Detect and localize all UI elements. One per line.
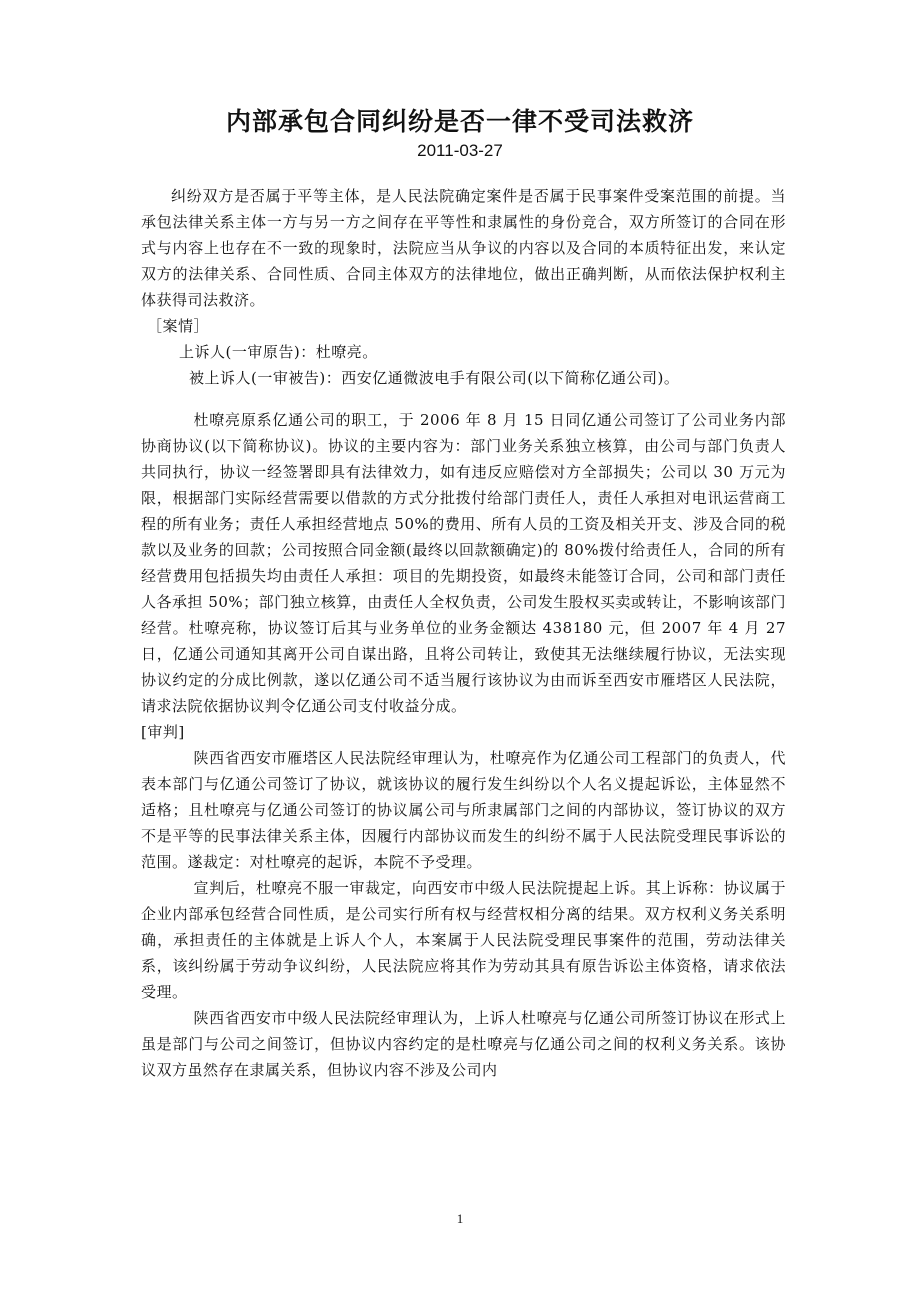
first-instance-paragraph: 陕西省西安市雁塔区人民法院经审理认为，杜嘹亮作为亿通公司工程部门的负责人，代表本部门与亿通公司签订了协议，就该协议的履行发生纠纷以个人名义提起诉讼，主体显然不适格；且杜嘹亮与亿通公司签订的协议属公司与所隶属部门之间的内部协议，签订协议的双方不是平等的民事法律关系主体，因履行内部协议而发生的纠纷不属于人民法院受理民事诉讼的范围。遂裁定：对杜嘹亮的起诉，本院不予受理。 (141, 749, 786, 871)
intro-paragraph: 纠纷双方是否属于平等主体，是人民法院确定案件是否属于民事案件受案范围的前提。当承包法律关系主体一方与另一方之间存在平等性和隶属性的身份竞合，双方所签订的合同在形式与内容上也存在不一致的现象时，法院应当从争议的内容以及合同的本质特征出发，来认定双方的法律关系、合同性质、合同主体双方的法律地位，做出正确判断，从而依法保护权利主体获得司法救济。 (141, 187, 786, 309)
trial-heading: [审判] (141, 723, 185, 741)
document-title: 内部承包合同纠纷是否一律不受司法救济 (225, 107, 694, 136)
case-heading: ［案情］ (147, 317, 210, 335)
appellee-line: 被上诉人(一审被告)：西安亿通微波电手有限公司(以下简称亿通公司)。 (189, 369, 680, 387)
appeal-paragraph: 宣判后，杜嘹亮不服一审裁定，向西安市中级人民法院提起上诉。其上诉称：协议属于企业内部承包经营合同性质，是公司实行所有权与经营权相分离的结果。双方权利义务关系明确，承担责任的主体就是上诉人个人，本案属于人民法院受理民事案件的范围，劳动法律关系，该纠纷属于劳动争议纠纷，人民法院应将其作为劳动其具有原告诉讼主体资格，请求依法受理。 (141, 879, 786, 1001)
document-body (141, 183, 786, 1083)
case-facts-paragraph: 杜嘹亮原系亿通公司的职工，于 2006 年 8 月 15 日同亿通公司签订了公司业务内部协商协议(以下简称协议)。协议的主要内容为：部门业务关系独立核算，由公司与部门负责人共同执行，协议一经签署即具有法律效力，如有违反应赔偿对方全部损失；公司以 30 万元为限，根据部门实际经营需要以借款的方式分批拨付给部门责任人，责任人承担对电讯运营商工程的所有业务；责任人承担经营地点 50%的费用、所有人员的工资及相关开支、涉及合同的税款以及业务的回款；公司按照合同金额(最终以回款额确定)的 80%拨付给责任人，合同的所有经营费用包括损失均由责任人承担：项目的先期投资，如最终未能签订合同，公司和部门责任人各承担 50%；部门独立核算，由责任人全权负责，公司发生股权买卖或转让，不影响该部门经营。杜嘹亮称，协议签订后其与业务单位的业务金额达 438180 元，但 2007 年 4 月 27 日，亿通公司通知其离开公司自谋出路，且将公司转让，致使其无法继续履行协议，无法实现协议约定的分成比例款，遂以亿通公司不适当履行该协议为由而诉至西安市雁塔区人民法院，请求法院依据协议判令亿通公司支付收益分成。 (141, 411, 786, 715)
document-date: 2011-03-27 (417, 141, 503, 160)
second-instance-paragraph: 陕西省西安市中级人民法院经审理认为，上诉人杜嘹亮与亿通公司所签订协议在形式上虽是部门与公司之间签订，但协议内容约定的是杜嘹亮与亿通公司之间的权利义务关系。该协议双方虽然存在隶属关系，但协议内容不涉及公司内 (141, 1009, 786, 1079)
page-number: 1 (456, 1211, 464, 1226)
appellant-line: 上诉人(一审原告)：杜嘹亮。 (179, 343, 378, 361)
